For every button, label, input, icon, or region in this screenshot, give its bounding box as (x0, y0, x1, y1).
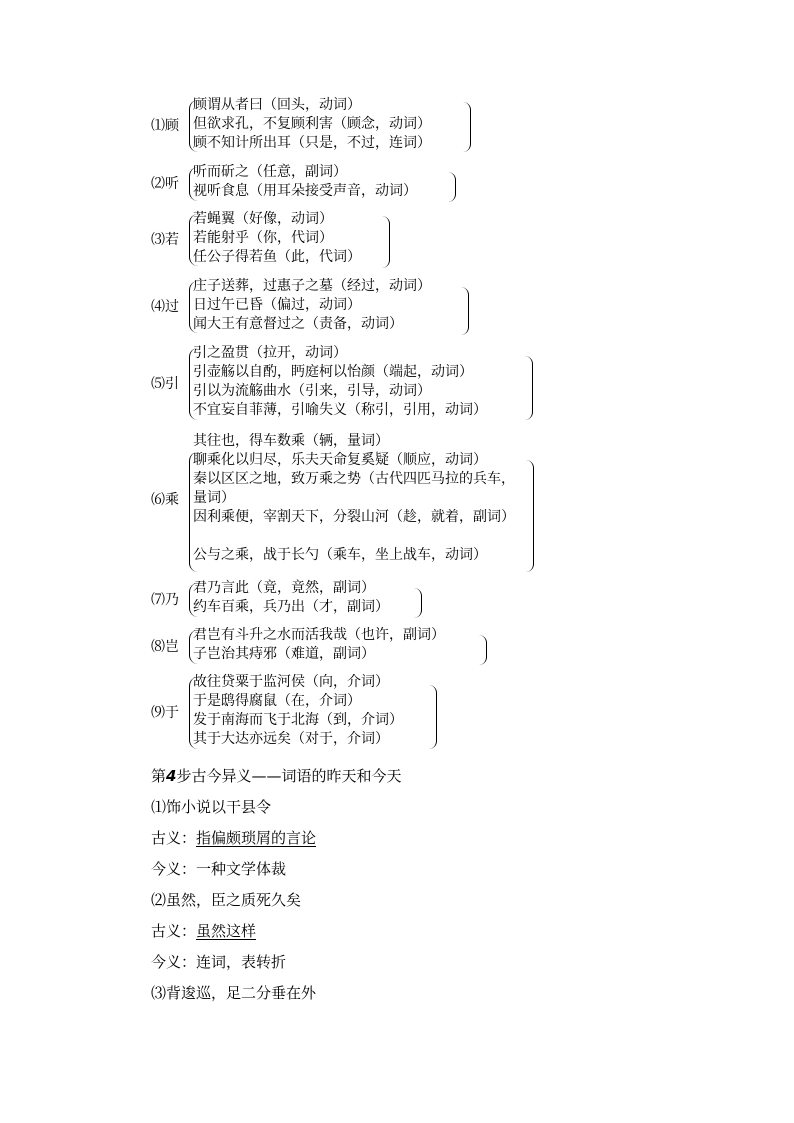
jin-yi-row (151, 951, 286, 972)
entry-line: 君乃言此（竟，竟然，副词） (193, 580, 375, 596)
entry-line: 其往也，得车数乘（辆，量词） (193, 433, 389, 449)
right-brace (463, 102, 471, 152)
section-step-prefix: 第 (151, 767, 167, 785)
entry-line: 君岂有斗升之水而活我哉（也许，副词） (193, 627, 445, 643)
entry-line: 顾谓从者曰（回头，动词） (193, 97, 361, 113)
entry-line: 引之盈贯（拉开，动词） (193, 345, 347, 361)
entry-head: ⑺乃 (151, 592, 179, 608)
entry-head: ⑸引 (151, 376, 179, 392)
gu-yi-label: 古义： (151, 829, 197, 847)
entry-head: ⑹乘 (151, 492, 179, 508)
right-brace (479, 635, 487, 665)
entry-line: 引以为流觞曲水（引来，引导，动词） (193, 383, 431, 399)
entry-line: 若蝇翼（好像，动词） (193, 211, 333, 227)
jin-yi-value: 连词，表转折 (196, 953, 287, 971)
gu-yi-value: 虽然这样 (196, 922, 257, 940)
entry-line: 故往贷粟于监河侯（向，介词） (193, 674, 389, 690)
entry-line: 于是鸱得腐鼠（在，介词） (193, 693, 361, 709)
jin-yi-label: 今义： (151, 860, 197, 878)
entry-head: ⑼于 (151, 705, 179, 721)
entry-line: 不宜妄自菲薄，引喻失义（称引，引用，动词） (193, 402, 487, 418)
entry-line: 闻大王有意督过之（责备，动词） (193, 316, 403, 332)
gu-yi-value: 指偏颇琐屑的言论 (196, 829, 317, 847)
entry-line: 任公子得若鱼（此，代词） (193, 249, 361, 265)
entry-line: 聊乘化以归尽，乐夫天命复奚疑（顺应，动词） (193, 452, 487, 468)
right-brace (526, 460, 534, 572)
gu-yi-row (151, 827, 316, 848)
section-step-title: 步古今异义——词语的昨天和今天 (176, 767, 402, 785)
gu-yi-row (151, 920, 256, 941)
entry-line: 约车百乘，兵乃出（才，副词） (193, 599, 389, 615)
entry-line: 子岂治其痔邪（难道，副词） (193, 646, 375, 662)
gu-yi-label: 古义： (151, 922, 197, 940)
entry-line: 日过午已昏（偏过，动词） (193, 297, 361, 313)
entry-line: 但欲求孔，不复顾利害（顾念，动词） (193, 116, 431, 132)
right-brace (461, 287, 469, 335)
item-title: ⑶背逡巡，足二分垂在外 (151, 984, 317, 1002)
right-brace (414, 588, 422, 618)
entry-line: 庄子送葬，过惠子之墓（经过，动词） (193, 278, 431, 294)
entry-line: 秦以区区之地，致万乘之势（古代四匹马拉的兵车，量词） (193, 471, 515, 506)
entry-line: 顾不知计所出耳（只是，不过，连词） (193, 135, 431, 151)
jin-yi-row (151, 858, 286, 879)
entry-line: 引壶觞以自酌，眄庭柯以怡颜（端起，动词） (193, 364, 473, 380)
item-title: ⑵虽然，臣之质死久矣 (151, 891, 302, 909)
jin-yi-label: 今义： (151, 953, 197, 971)
entry-line: 因利乘便，宰割天下，分裂山河（趁，就着，副词） (193, 509, 515, 525)
right-brace (429, 685, 437, 749)
entry-head: ⑷过 (151, 299, 179, 315)
entry-head: ⑴顾 (151, 118, 179, 134)
entry-line: 听而斫之（任意，副词） (193, 164, 347, 180)
entry-head: ⑶若 (151, 232, 179, 248)
jin-yi-value: 一种文学体裁 (196, 860, 287, 878)
entry-line: 公与之乘，战于长勺（乘车，坐上战车，动词） (193, 547, 487, 563)
entry-head: ⑵听 (151, 176, 179, 192)
item-title: ⑴饰小说以干县令 (151, 798, 272, 816)
right-brace (525, 356, 533, 420)
entry-line: 发于南海而飞于北海（到，介词） (193, 712, 403, 728)
section-step-number: 4 (166, 767, 177, 785)
entry-line: 其于大达亦远矣（对于，介词） (193, 731, 389, 747)
entry-line: 若能射乎（你，代词） (193, 230, 333, 246)
entry-head: ⑻岂 (151, 639, 179, 655)
right-brace (448, 172, 456, 202)
entry-line: 视听食息（用耳朵接受声音，动词） (193, 183, 417, 199)
right-brace (382, 216, 390, 268)
section-heading (151, 765, 401, 786)
